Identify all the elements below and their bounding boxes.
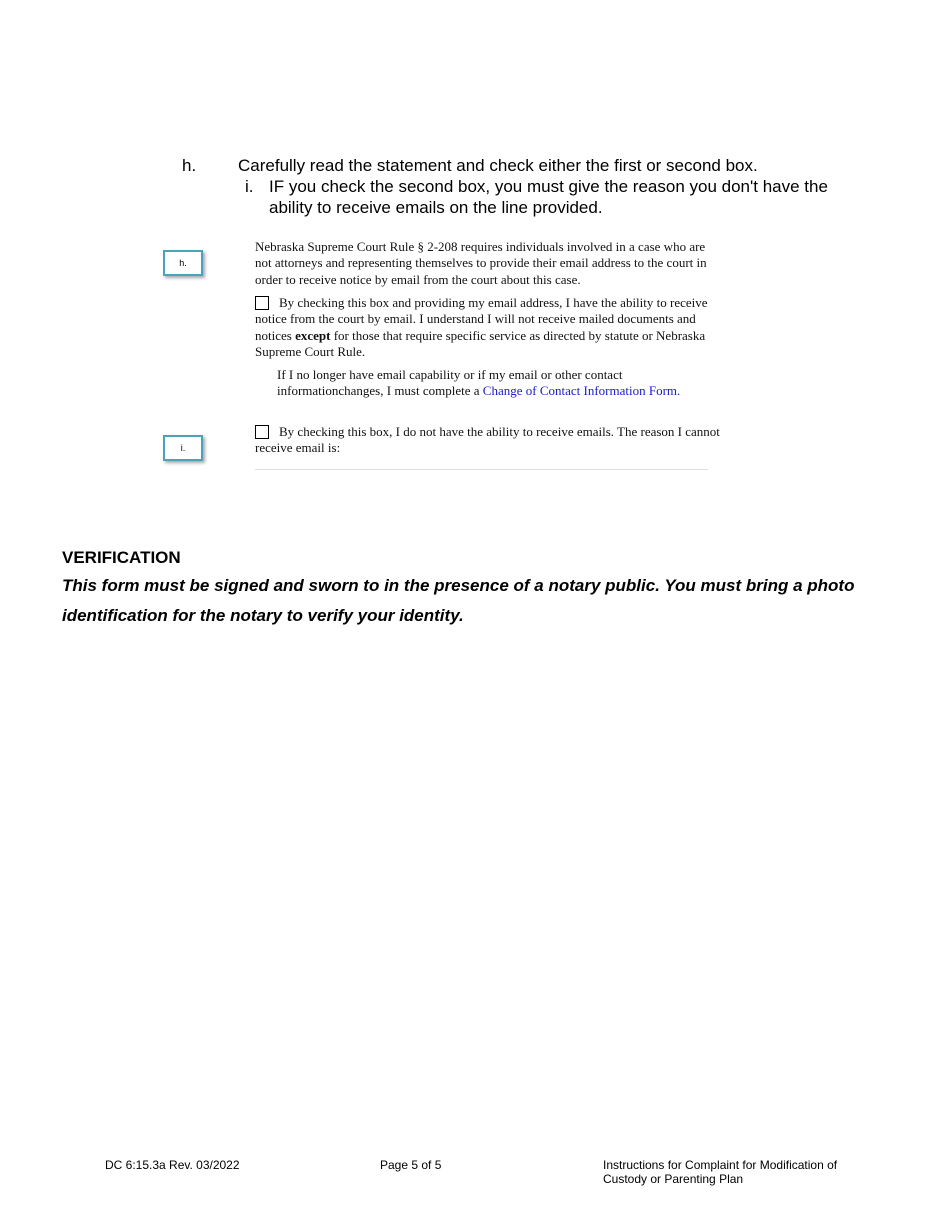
change-contact-form-link[interactable]: Change of Contact Information Form.: [482, 383, 681, 399]
no-email-text: By checking this box, I do not have the ability to receive emails. The reason I cannot receive email is:: [255, 424, 720, 456]
has-email-text-before: By checking this box and providing my email address, I have the ability to receive notice from the court by email. I understand I will not receive mailed documents and notices: [255, 295, 708, 343]
has-email-checkbox[interactable]: [255, 296, 269, 310]
verification-heading: VERIFICATION: [62, 548, 181, 567]
reason-line[interactable]: [255, 469, 708, 470]
callout-i: i.: [163, 435, 203, 461]
footer-page-number: Page 5 of 5: [380, 1158, 442, 1172]
callout-h: h.: [163, 250, 203, 276]
step-h-text: Carefully read the statement and check either the first or second box.: [238, 156, 758, 175]
no-email-checkbox[interactable]: [255, 425, 269, 439]
step-i-text: IF you check the second box, you must give the reason you don't have the ability to receive emails on the line provided.: [269, 177, 828, 217]
footer-form-code: DC 6:15.3a Rev. 03/2022: [105, 1158, 240, 1172]
email-option-has-email: [255, 295, 715, 361]
has-email-text-bold: except: [295, 327, 331, 343]
change-contact-note: [277, 367, 697, 400]
step-i-letter: i.: [245, 177, 254, 196]
footer-document-title: Instructions for Complaint for Modification of Custody or Parenting Plan: [603, 1158, 838, 1186]
change-contact-text: If I no longer have email capability or if my email or other contact informationchanges, I must complete a: [277, 367, 623, 399]
step-h-letter: h.: [182, 156, 197, 175]
email-option-no-email: [255, 424, 725, 457]
email-rule-statement: Nebraska Supreme Court Rule § 2-208 requires individuals involved in a case who are not attorneys and representing themselves to provide their email address to the court in order to receive notice by email from the court about this case.: [255, 239, 707, 287]
has-email-text-after: for those that require specific service as directed by statute or Nebraska Supreme Court Rule.: [255, 327, 706, 360]
verification-text: This form must be signed and sworn to in the presence of a notary public. You must bring a photo identification for the notary to verify your identity.: [62, 576, 855, 625]
